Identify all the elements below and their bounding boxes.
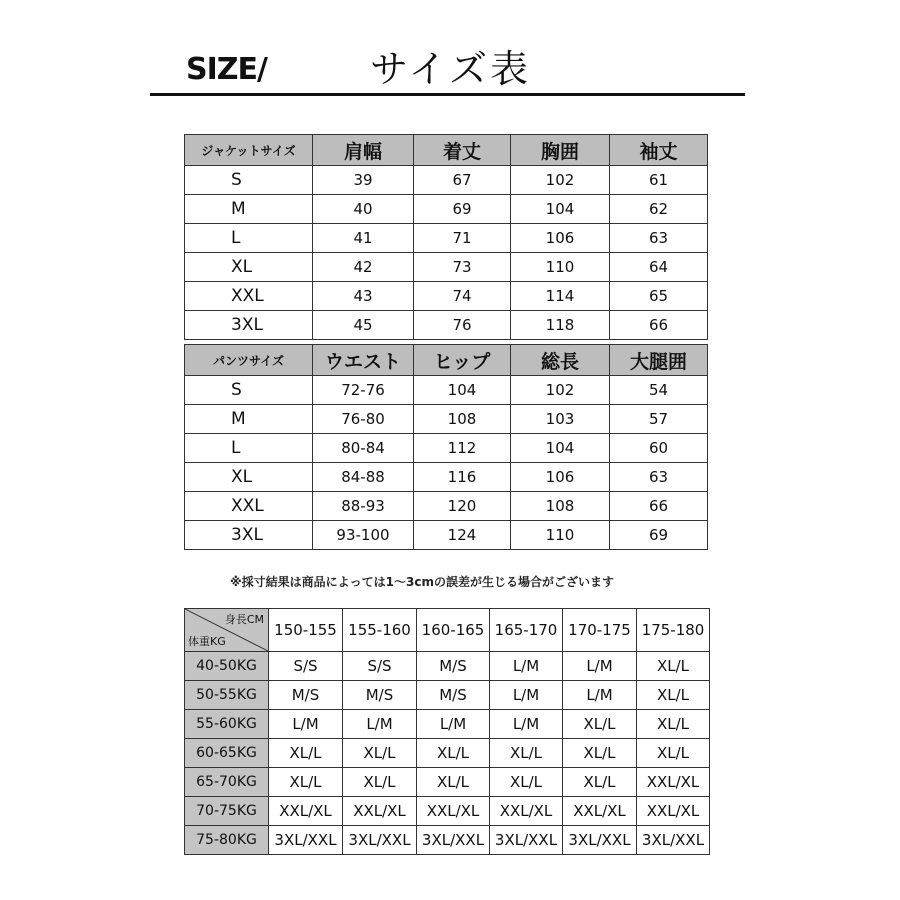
table-cell: L/M (417, 710, 490, 739)
chart-corner-cell (185, 609, 269, 652)
table-cell: M/S (343, 681, 417, 710)
table-cell: 74 (414, 282, 511, 311)
table-cell: 80-84 (313, 434, 414, 463)
table-cell: XL/L (490, 739, 563, 768)
table-cell: 41 (313, 224, 414, 253)
height-axis-label: 身長CM (224, 613, 264, 626)
table-cell: 63 (610, 463, 708, 492)
table-row (185, 376, 708, 405)
table-cell: 84-88 (313, 463, 414, 492)
table-row (185, 797, 710, 826)
table-row (185, 253, 708, 282)
table-cell: XL/L (563, 739, 637, 768)
table-cell: 69 (610, 521, 708, 550)
table-row (185, 652, 710, 681)
table-cell: 108 (511, 492, 610, 521)
pants-header-cell: パンツサイズ (185, 345, 313, 376)
table-row (185, 521, 708, 550)
table-cell: M/S (269, 681, 343, 710)
table-cell: 110 (511, 521, 610, 550)
table-cell: 66 (610, 492, 708, 521)
pants-header-row (185, 345, 708, 376)
table-row (185, 681, 710, 710)
size-label: M (185, 405, 313, 434)
table-cell: M/S (417, 652, 490, 681)
height-weight-chart (184, 608, 710, 855)
table-cell: 60 (610, 434, 708, 463)
table-cell: XXL/XL (637, 797, 710, 826)
weight-axis-label: 体重KG (188, 635, 226, 648)
table-cell: 65 (610, 282, 708, 311)
table-cell: 104 (511, 434, 610, 463)
table-cell: 45 (313, 311, 414, 340)
table-cell: 3XL/XXL (269, 826, 343, 855)
weight-range-label: 55-60KG (185, 710, 269, 739)
table-cell: XL/L (637, 681, 710, 710)
table-cell: XL/L (417, 739, 490, 768)
weight-range-label: 75-80KG (185, 826, 269, 855)
table-cell: XL/L (343, 768, 417, 797)
table-row (185, 405, 708, 434)
table-cell: 69 (414, 195, 511, 224)
table-cell: S/S (343, 652, 417, 681)
table-cell: XL/L (269, 739, 343, 768)
table-cell: 3XL/XXL (563, 826, 637, 855)
table-cell: 40 (313, 195, 414, 224)
table-cell: 43 (313, 282, 414, 311)
table-cell: XL/L (417, 768, 490, 797)
title-size-chart-ja: サイズ表 (370, 47, 531, 91)
table-cell: 3XL/XXL (490, 826, 563, 855)
table-cell: XXL/XL (343, 797, 417, 826)
size-label: XL (185, 253, 313, 282)
table-cell: 118 (511, 311, 610, 340)
size-label: XXL (185, 492, 313, 521)
table-cell: 76 (414, 311, 511, 340)
pants-header-cell: 大腿囲 (610, 345, 708, 376)
table-cell: 67 (414, 166, 511, 195)
pants-header-cell: ウエスト (313, 345, 414, 376)
table-cell: 54 (610, 376, 708, 405)
table-cell: 61 (610, 166, 708, 195)
table-cell: L/M (563, 652, 637, 681)
table-cell: XXL/XL (637, 768, 710, 797)
size-label: M (185, 195, 313, 224)
size-label: 3XL (185, 311, 313, 340)
table-cell: 66 (610, 311, 708, 340)
weight-range-label: 60-65KG (185, 739, 269, 768)
table-cell: 103 (511, 405, 610, 434)
table-cell: 42 (313, 253, 414, 282)
table-cell: 93-100 (313, 521, 414, 550)
table-cell: 110 (511, 253, 610, 282)
table-cell: L/M (490, 681, 563, 710)
table-row (185, 311, 708, 340)
jacket-header-cell: 袖丈 (610, 135, 708, 166)
table-cell: 106 (511, 463, 610, 492)
table-cell: XL/L (637, 652, 710, 681)
table-cell: 116 (414, 463, 511, 492)
table-row (185, 826, 710, 855)
table-cell: XXL/XL (269, 797, 343, 826)
jacket-header-cell: 肩幅 (313, 135, 414, 166)
table-cell: XL/L (563, 768, 637, 797)
title-size-en: SIZE/ (186, 52, 267, 87)
weight-range-label: 50-55KG (185, 681, 269, 710)
size-label: S (185, 376, 313, 405)
table-cell: L/M (343, 710, 417, 739)
table-cell: 64 (610, 253, 708, 282)
size-label: L (185, 434, 313, 463)
table-cell: 104 (414, 376, 511, 405)
table-cell: 102 (511, 376, 610, 405)
pants-header-cell: ヒップ (414, 345, 511, 376)
table-row (185, 166, 708, 195)
table-cell: 88-93 (313, 492, 414, 521)
height-range-header: 160-165 (417, 609, 490, 652)
weight-range-label: 40-50KG (185, 652, 269, 681)
size-label: XL (185, 463, 313, 492)
table-cell: XL/L (343, 739, 417, 768)
table-cell: 73 (414, 253, 511, 282)
table-cell: XXL/XL (563, 797, 637, 826)
table-row (185, 463, 708, 492)
table-cell: 102 (511, 166, 610, 195)
table-cell: 72-76 (313, 376, 414, 405)
table-cell: 114 (511, 282, 610, 311)
size-label: 3XL (185, 521, 313, 550)
measurement-note: ※採寸結果は商品によっては1～3cmの誤差が生じる場合がございます (230, 575, 614, 589)
table-cell: 124 (414, 521, 511, 550)
table-cell: 3XL/XXL (343, 826, 417, 855)
table-cell: 76-80 (313, 405, 414, 434)
pants-header-cell: 総長 (511, 345, 610, 376)
table-cell: 71 (414, 224, 511, 253)
pants-size-table (184, 344, 708, 550)
size-label: S (185, 166, 313, 195)
jacket-header-cell: 胸囲 (511, 135, 610, 166)
table-cell: XL/L (490, 768, 563, 797)
table-cell: 62 (610, 195, 708, 224)
table-row (185, 224, 708, 253)
weight-range-label: 70-75KG (185, 797, 269, 826)
table-row (185, 768, 710, 797)
table-cell: M/S (417, 681, 490, 710)
table-row (185, 739, 710, 768)
table-row (185, 492, 708, 521)
size-label: XXL (185, 282, 313, 311)
chart-header-row (185, 609, 710, 652)
jacket-header-cell: 着丈 (414, 135, 511, 166)
table-cell: 63 (610, 224, 708, 253)
table-row (185, 710, 710, 739)
table-cell: 112 (414, 434, 511, 463)
table-cell: 106 (511, 224, 610, 253)
table-cell: 104 (511, 195, 610, 224)
table-row (185, 434, 708, 463)
table-row (185, 195, 708, 224)
table-cell: L/M (490, 652, 563, 681)
jacket-size-table (184, 134, 708, 340)
jacket-header-row (185, 135, 708, 166)
size-label: L (185, 224, 313, 253)
table-cell: L/M (563, 681, 637, 710)
table-cell: XXL/XL (490, 797, 563, 826)
height-range-header: 165-170 (490, 609, 563, 652)
table-cell: L/M (490, 710, 563, 739)
title-divider (150, 93, 745, 96)
table-cell: XXL/XL (417, 797, 490, 826)
table-cell: XL/L (637, 710, 710, 739)
table-cell: 39 (313, 166, 414, 195)
weight-range-label: 65-70KG (185, 768, 269, 797)
table-cell: 57 (610, 405, 708, 434)
table-cell: 3XL/XXL (637, 826, 710, 855)
table-row (185, 282, 708, 311)
height-range-header: 155-160 (343, 609, 417, 652)
table-cell: XL/L (637, 739, 710, 768)
height-range-header: 170-175 (563, 609, 637, 652)
table-cell: 3XL/XXL (417, 826, 490, 855)
height-range-header: 150-155 (269, 609, 343, 652)
table-cell: L/M (269, 710, 343, 739)
table-cell: XL/L (563, 710, 637, 739)
table-cell: 108 (414, 405, 511, 434)
table-cell: 120 (414, 492, 511, 521)
table-cell: XL/L (269, 768, 343, 797)
table-cell: S/S (269, 652, 343, 681)
height-range-header: 175-180 (637, 609, 710, 652)
jacket-header-cell: ジャケットサイズ (185, 135, 313, 166)
